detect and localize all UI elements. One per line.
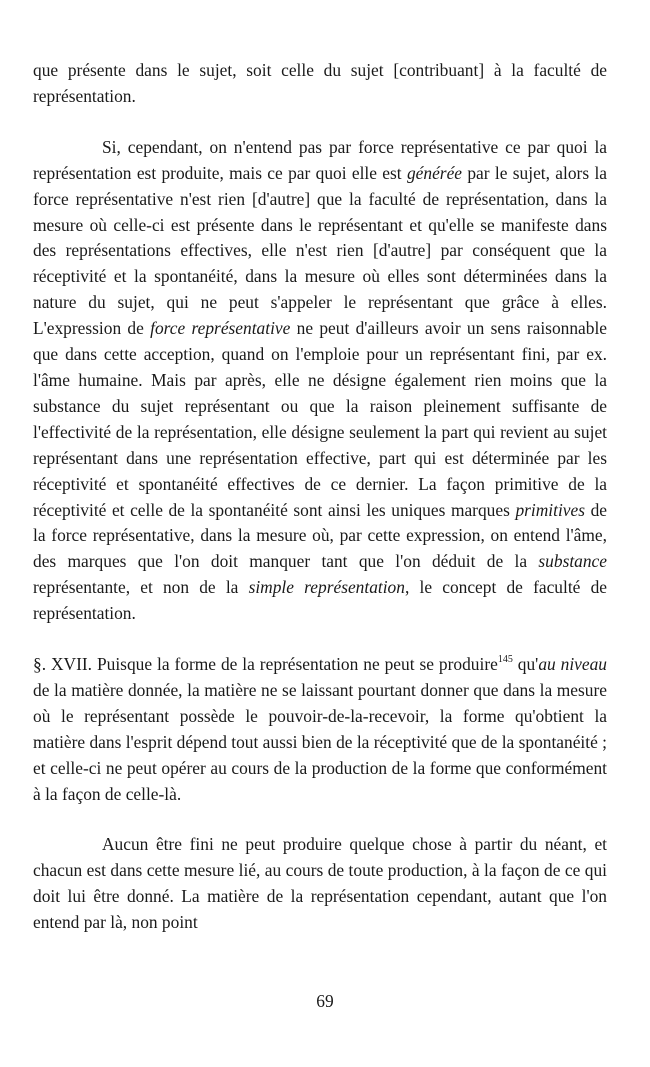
paragraph-3-text: qu' xyxy=(512,654,539,675)
paragraph-3-text: de la matière donnée, la matière ne se laissant pourtant donner que dans la mesure où le représentant possède le pouvoir-de-la-recevoir, la forme qu'obtient la matière dans l'esprit dépend tout aussi bien de la réceptivité que de la spontanéité ; et celle-ci ne peut opérer au cours de la production de la forme que conformément à la façon de celle-là. xyxy=(33,679,607,804)
paragraph-2-text: par le sujet, alors la force représentative n'est rien [d'autre] que la faculté de représentation, dans la mesure où celle-ci est présente dans le représentant et qu'elle se manifeste dans des représentations effectives, elle n'est rien [d'autre] par conséquent que la réceptivité et la spontanéité, dans la mesure où elles sont déterminées dans la nature du sujet, qui ne peut s'appeler le représentant que grâce à elles. L'expression de xyxy=(33,162,607,339)
paragraph-3 xyxy=(33,652,607,807)
footnote-marker: 145 xyxy=(497,654,513,666)
paragraph-1-text: que présente dans le sujet, soit celle du sujet [contribuant] à la faculté de représentation. xyxy=(33,60,607,106)
emphasis-primitives: primitives xyxy=(515,499,585,520)
emphasis-force-representative: force représentative xyxy=(150,318,291,339)
paragraph-2-text: Si, cependant, on n'entend pas par force représentative ce par quoi la représentation est produite, mais ce par quoi elle est xyxy=(33,136,607,183)
paragraph-1 xyxy=(33,58,607,110)
paragraph-3-text: §. XVII. Puisque la forme de la représentation ne peut se produire xyxy=(33,654,498,675)
page-number: 69 xyxy=(316,991,334,1011)
paragraph-2-text: de la force représentative, dans la mesure où, par cette expression, on entend l'âme, des marques que l'on doit manquer tant que l'on déduit de la xyxy=(33,499,607,572)
paragraph-2-text: , le concept de faculté de représentation. xyxy=(33,577,607,624)
emphasis-simple-representation: simple représentation xyxy=(248,577,405,598)
emphasis-au-niveau: au niveau xyxy=(538,654,608,675)
paragraph-2-text: ne peut d'ailleurs avoir un sens raisonnable que dans cette acception, quand on l'emploie pour un représentant fini, par ex. l'âme humaine. Mais par après, elle ne désigne également rien moins que la substance du sujet représentant ou que la raison pleinement suffisante de l'effectivité de la représentation, elle désigne seulement la part qui revient au sujet représentant dans une représentation effective, part qui est déterminée par les réceptivité et spontanéité effectives de ce dernier. La façon primitive de la réceptivité et celle de la spontanéité sont ainsi les uniques marques xyxy=(33,318,607,520)
paragraph-2-text: représentante, et non de la xyxy=(33,577,249,598)
emphasis-generee: générée xyxy=(406,162,463,183)
emphasis-substance: substance xyxy=(538,551,607,572)
paragraph-4 xyxy=(33,832,607,936)
paragraph-4-text: Aucun être fini ne peut produire quelque chose à partir du néant, et chacun est dans cette mesure lié, au cours de toute production, à la façon de ce qui doit lui être donné. La matière de la représentation cependant, autant que l'on entend par là, non point xyxy=(33,834,607,933)
paragraph-2 xyxy=(33,135,607,627)
page-body xyxy=(33,58,607,936)
